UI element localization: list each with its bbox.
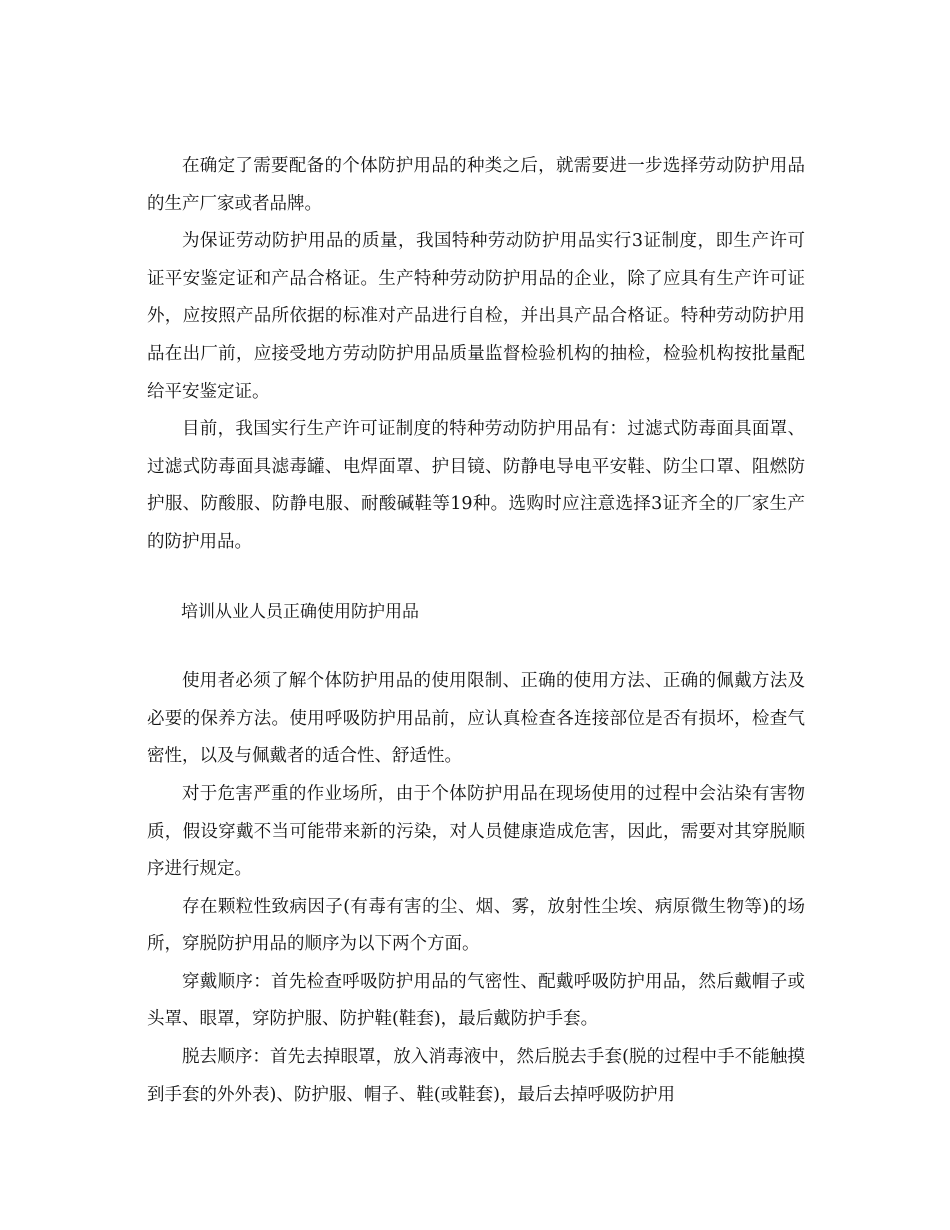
- paragraph-donning-order: 穿戴顺序：首先检查呼吸防护用品的气密性、配戴呼吸防护用品，然后戴帽子或头罩、眼罩，穿防护服、防护鞋(鞋套)，最后戴防护手套。: [147, 971, 805, 1030]
- paragraph-doffing-order: 脱去顺序：首先去掉眼罩，放入消毒液中，然后脱去手套(脱的过程中手不能触摸到手套的外外表)、防护服、帽子、鞋(或鞋套)，最后去掉呼吸防护用: [147, 1047, 805, 1105]
- paragraph-certification-system: 为保证劳动防护用品的质量，我国特种劳动防护用品实行3证制度，即生产许可证平安鉴定证和产品合格证。生产特种劳动防护用品的企业，除了应具有生产许可证外，应按照产品所依据的标准对产品进行自检，并出具产品合格证。特种劳动防护用品在出厂前，应接受地方劳动防护用品质量监督检验机构的抽检，检验机构按批量配给平安鉴定证。: [147, 231, 805, 402]
- section-title: 培训从业人员正确使用防护用品: [181, 601, 419, 622]
- paragraph-brand-selection: 在确定了需要配备的个体防护用品的种类之后，就需要进一步选择劳动防护用品的生产厂家或者品牌。: [147, 156, 805, 214]
- paragraph-dressing-order-rule: 对于危害严重的作业场所，由于个体防护用品在现场使用的过程中会沾染有害物质，假设穿戴不当可能带来新的污染，对人员健康造成危害，因此，需要对其穿脱顺序进行规定。: [147, 783, 805, 880]
- paragraph-licensed-products: 目前，我国实行生产许可证制度的特种劳动防护用品有：过滤式防毒面具面罩、过滤式防毒面具滤毒罐、电焊面罩、护目镜、防静电导电平安鞋、防尘口罩、阻燃防护服、防酸服、防静电服、耐酸碱鞋等19种。选购时应注意选择3证齐全的厂家生产的防护用品。: [147, 419, 805, 552]
- paragraph-particulate-sites: 存在颗粒性致病因子(有毒有害的尘、烟、雾，放射性尘埃、病原微生物等)的场所，穿脱防护用品的顺序为以下两个方面。: [147, 896, 805, 955]
- paragraph-usage-knowledge: 使用者必须了解个体防护用品的使用限制、正确的使用方法、正确的佩戴方法及必要的保养方法。使用呼吸防护用品前，应认真检查各连接部位是否有损坏，检查气密性，以及与佩戴者的适合性、舒适性。: [147, 671, 805, 767]
- document-page: [147, 148, 805, 1114]
